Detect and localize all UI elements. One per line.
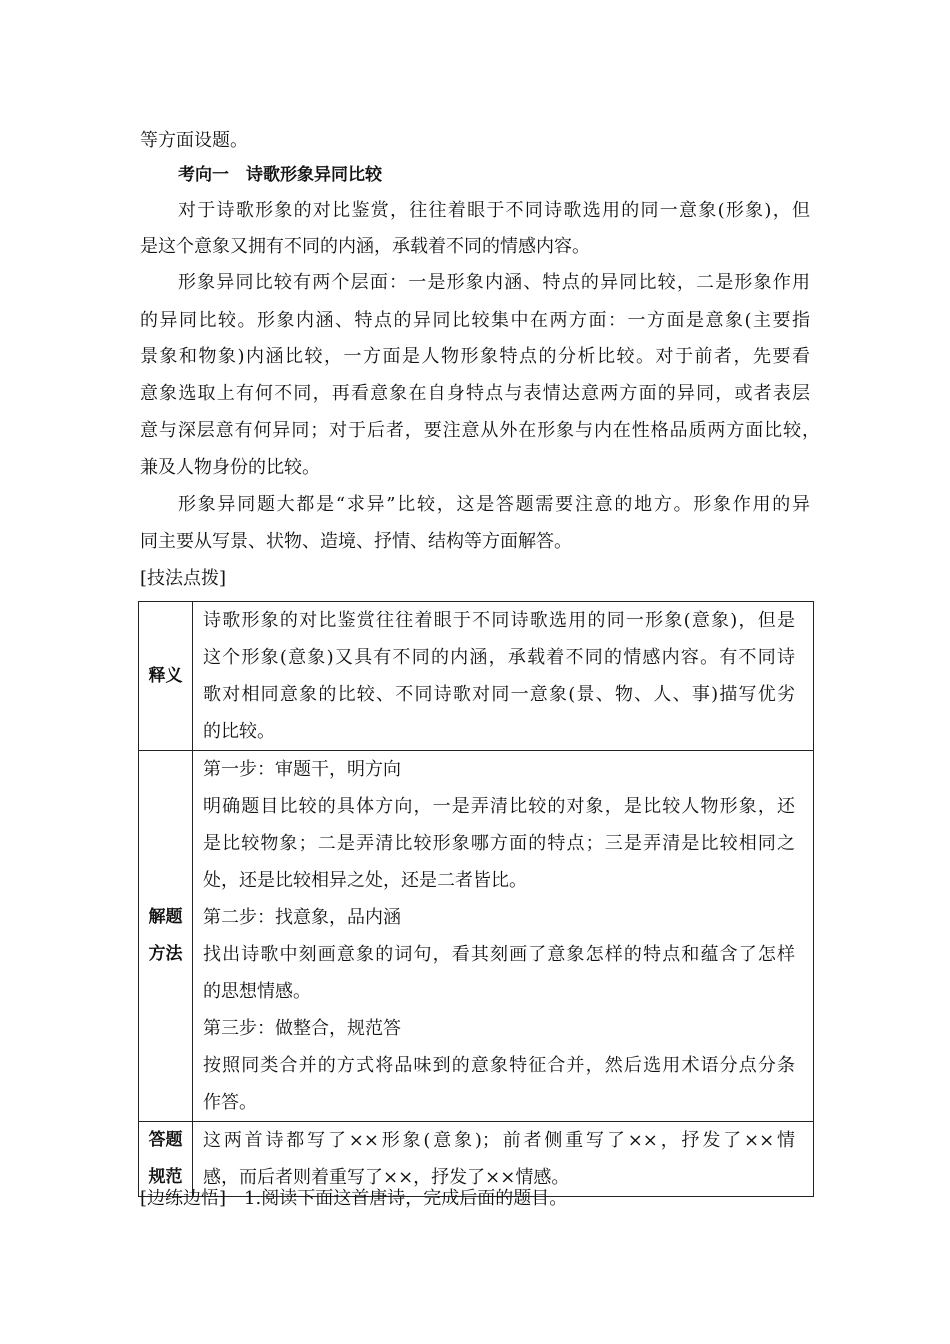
- content-line: 处，还是比较相异之处，还是二者皆比。: [203, 870, 527, 891]
- practice-question: 1.阅读下面这首唐诗，完成后面的题目。: [244, 1188, 568, 1209]
- row-content: [193, 602, 814, 751]
- practice-label: [边练边悟]: [140, 1188, 227, 1209]
- row-label: 释义: [139, 602, 193, 751]
- method-table: [138, 601, 814, 1197]
- content-line: 的比较。: [203, 721, 275, 742]
- content-line: 第三步：做整合，规范答: [203, 1018, 401, 1039]
- row-content: [193, 1122, 814, 1197]
- paragraph-line: 的异同比较。形象内涵、特点的异同比较集中在两方面：一方面是意象(主要指: [140, 310, 810, 331]
- content-line: 第一步：审题干，明方向: [203, 759, 401, 780]
- content-line: 第二步：找意象，品内涵: [203, 907, 401, 928]
- paragraph-line: 形象异同题大都是“求异”比较，这是答题需要注意的地方。形象作用的异: [178, 494, 810, 515]
- paragraph-line: 兼及人物身份的比较。: [140, 457, 320, 478]
- paragraph-line: 对于诗歌形象的对比鉴赏，往往着眼于不同诗歌选用的同一意象(形象)，但: [178, 200, 810, 221]
- carryover-text: 等方面设题。: [140, 130, 248, 151]
- content-line: 这个形象(意象)又具有不同的内涵，承载着不同的情感内容。有不同诗: [203, 647, 795, 668]
- content-line: 感，而后者则着重写了××，抒发了××情感。: [203, 1167, 570, 1188]
- content-line: 的思想情感。: [203, 981, 311, 1002]
- content-line: 找出诗歌中刻画意象的词句，看其刻画了意象怎样的特点和蕴含了怎样: [203, 944, 795, 965]
- row-label: 解题 方法: [139, 751, 193, 1122]
- paragraph-line: 意象选取上有何不同，再看意象在自身特点与表情达意两方面的异同，或者表层: [140, 383, 810, 404]
- paragraph-line: 景象和物象)内涵比较，一方面是人物形象特点的分析比较。对于前者，先要看: [140, 346, 810, 367]
- paragraph-line: 形象异同比较有两个层面：一是形象内涵、特点的异同比较，二是形象作用: [178, 272, 810, 293]
- content-line: 明确题目比较的具体方向，一是弄清比较的对象，是比较人物形象，还: [203, 796, 795, 817]
- paragraph-line: 意与深层意有何异同；对于后者，要注意从外在形象与内在性格品质两方面比较，: [140, 420, 820, 441]
- table-row-standard: [139, 1122, 814, 1197]
- content-line: 歌对相同意象的比较、不同诗歌对同一意象(景、物、人、事)描写优劣: [203, 684, 795, 705]
- practice-line: [140, 1188, 567, 1210]
- content-line: 诗歌形象的对比鉴赏往往着眼于不同诗歌选用的同一形象(意象)，但是: [203, 610, 795, 631]
- table-row-method: [139, 751, 814, 1122]
- tips-label: [技法点拨]: [140, 568, 227, 589]
- content-line: 按照同类合并的方式将品味到的意象特征合并，然后选用术语分点分条: [203, 1055, 795, 1076]
- paragraph-line: 同主要从写景、状物、造境、抒情、结构等方面解答。: [140, 531, 572, 552]
- row-content: [193, 751, 814, 1122]
- content-line: 这两首诗都写了××形象(意象)；前者侧重写了××，抒发了××情: [203, 1130, 795, 1151]
- paragraph-line: 是这个意象又拥有不同的内涵，承载着不同的情感内容。: [140, 236, 590, 257]
- row-label: 答题 规范: [139, 1122, 193, 1197]
- table-row-definition: [139, 602, 814, 751]
- content-line: 是比较物象；二是弄清比较形象哪方面的特点；三是弄清是比较相同之: [203, 833, 795, 854]
- content-line: 作答。: [203, 1092, 257, 1113]
- section-title: 考向一 诗歌形象异同比较: [178, 165, 382, 185]
